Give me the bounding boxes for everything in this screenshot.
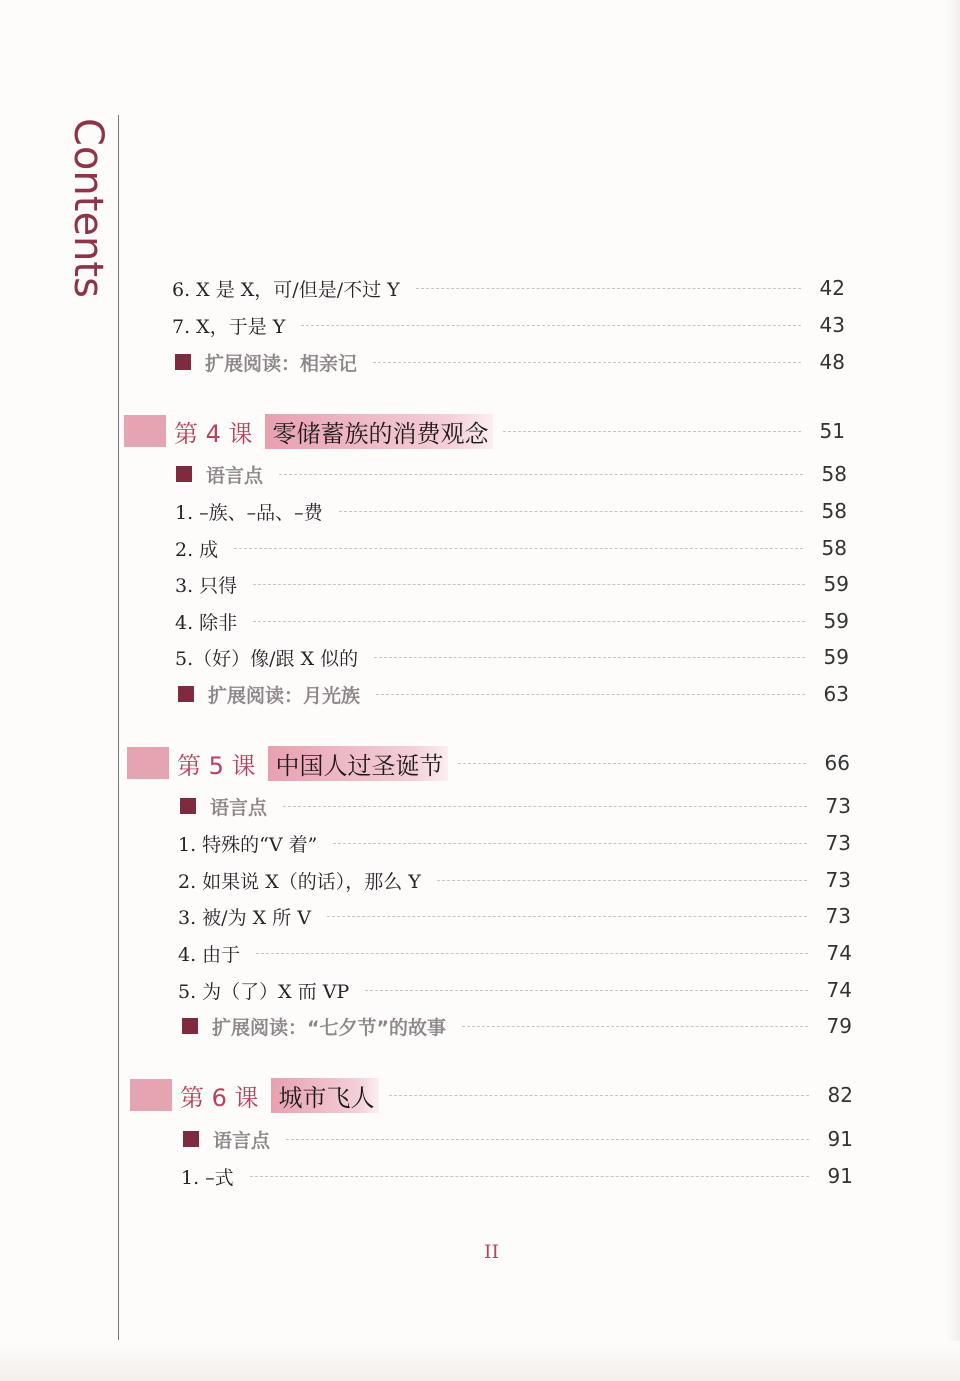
square-bullet-icon (175, 354, 191, 370)
section-label-wrap (178, 681, 366, 708)
entry-label: 2. 成 (175, 538, 219, 561)
section-label-wrap (183, 1126, 276, 1153)
lesson-number: 第 5 课 (177, 751, 256, 780)
entry-label: 3. 只得 (175, 574, 238, 597)
toc-entry (181, 1161, 853, 1191)
entry-label: 1. –式 (181, 1166, 234, 1189)
toc-section-entry (175, 347, 845, 377)
entry-label: 3. 被/为 X 所 V (178, 906, 311, 929)
toc-entry (175, 496, 847, 526)
square-bullet-icon (178, 686, 194, 702)
entry-label: 4. 由于 (178, 943, 241, 966)
lesson-number: 第 4 课 (174, 419, 253, 448)
toc-entry (175, 569, 849, 599)
lesson-title: 中国人过圣诞节 (268, 746, 448, 781)
lesson-marker-bar (130, 1079, 172, 1111)
toc-entry (178, 828, 851, 858)
section-label: 扩展阅读：月光族 (208, 684, 361, 707)
leader-dots (416, 288, 801, 289)
entry-page-number: 74 (826, 941, 852, 965)
entry-page-number: 59 (823, 609, 849, 633)
entry-page-number: 91 (827, 1164, 853, 1188)
entry-page-number: 73 (825, 831, 851, 855)
section-label-wrap (175, 349, 363, 376)
section-label-wrap (180, 793, 273, 820)
entry-label: 2. 如果说 X（的话），那么 Y (178, 870, 421, 893)
leader-dots (250, 1176, 809, 1177)
toc-lesson-heading (174, 414, 845, 448)
entry-page-number: 74 (826, 978, 852, 1002)
entry-page-number: 79 (826, 1014, 852, 1038)
entry-page-number: 59 (823, 572, 849, 596)
leader-dots (301, 325, 801, 326)
toc-lesson-heading (177, 746, 850, 780)
leader-dots (283, 806, 807, 807)
toc-section-entry (180, 791, 851, 821)
contents-heading: Contents (65, 118, 111, 298)
entry-label: 6. X 是 X，可/但是/不过 Y (172, 278, 400, 301)
section-label: 扩展阅读：相亲记 (205, 352, 358, 375)
toc-section-entry (183, 1124, 853, 1154)
entry-page-number: 73 (825, 794, 851, 818)
square-bullet-icon (180, 798, 196, 814)
leader-dots (327, 916, 807, 917)
toc-entry (178, 901, 851, 931)
entry-page-number: 43 (819, 313, 845, 337)
margin-rule (118, 115, 119, 1340)
entry-page-number: 82 (827, 1083, 853, 1107)
lesson-number: 第 6 课 (180, 1083, 259, 1112)
leader-dots (279, 474, 803, 475)
page-edge-shadow (946, 0, 960, 1381)
entry-label: 4. 除非 (175, 611, 238, 634)
leader-dots (234, 548, 803, 549)
leader-dots (333, 843, 807, 844)
toc-entry (178, 938, 852, 968)
entry-page-number: 73 (825, 868, 851, 892)
entry-page-number: 59 (823, 645, 849, 669)
toc-section-entry (178, 679, 849, 709)
leader-dots (376, 694, 805, 695)
entry-page-number: 42 (819, 276, 845, 300)
leader-dots (339, 511, 803, 512)
lesson-marker-bar (127, 747, 169, 779)
section-label-wrap (182, 1013, 452, 1040)
toc-entry (175, 533, 847, 563)
entry-label: 5. 为（了）X 而 VP (178, 980, 350, 1003)
toc-entry (178, 975, 852, 1005)
toc-section-entry (182, 1011, 852, 1041)
entry-label: 7. X，于是 Y (172, 315, 286, 338)
leader-dots (253, 584, 805, 585)
entry-label: 5.（好）像/跟 X 似的 (175, 647, 359, 670)
entry-page-number: 51 (819, 419, 845, 443)
entry-page-number: 58 (821, 462, 847, 486)
leader-dots (365, 990, 808, 991)
entry-page-number: 58 (821, 499, 847, 523)
entry-label: 1. –族、–品、–费 (175, 501, 323, 524)
entry-label: 1. 特殊的“V 着” (178, 833, 318, 856)
toc-entry (178, 865, 851, 895)
section-label: 语言点 (206, 464, 264, 487)
entry-page-number: 63 (823, 682, 849, 706)
entry-page-number: 58 (821, 536, 847, 560)
entry-page-number: 73 (825, 904, 851, 928)
toc-entry (172, 310, 845, 340)
lesson-title: 零储蓄族的消费观念 (265, 414, 493, 449)
toc-entry (172, 273, 845, 303)
leader-dots (503, 431, 801, 432)
lesson-marker-bar (124, 415, 166, 447)
lesson-title: 城市飞人 (271, 1078, 379, 1113)
square-bullet-icon (183, 1131, 199, 1147)
section-label: 语言点 (210, 796, 268, 819)
square-bullet-icon (176, 466, 192, 482)
square-bullet-icon (182, 1018, 198, 1034)
toc-entry (175, 642, 849, 672)
leader-dots (462, 1026, 808, 1027)
entry-page-number: 48 (819, 350, 845, 374)
page-number: II (484, 1241, 500, 1263)
toc-entry (175, 606, 849, 636)
leader-dots (286, 1139, 809, 1140)
toc-lesson-heading (180, 1078, 853, 1112)
leader-dots (374, 657, 805, 658)
section-label: 语言点 (213, 1129, 271, 1152)
section-label: 扩展阅读：“七夕节”的故事 (212, 1016, 446, 1039)
page-bottom-shadow (0, 1341, 960, 1381)
leader-dots (458, 763, 806, 764)
section-label-wrap (176, 461, 269, 488)
leader-dots (437, 880, 807, 881)
toc-section-entry (176, 459, 847, 489)
leader-dots (389, 1095, 809, 1096)
leader-dots (253, 621, 805, 622)
leader-dots (373, 362, 801, 363)
leader-dots (256, 953, 808, 954)
entry-page-number: 91 (827, 1127, 853, 1151)
entry-page-number: 66 (824, 751, 850, 775)
